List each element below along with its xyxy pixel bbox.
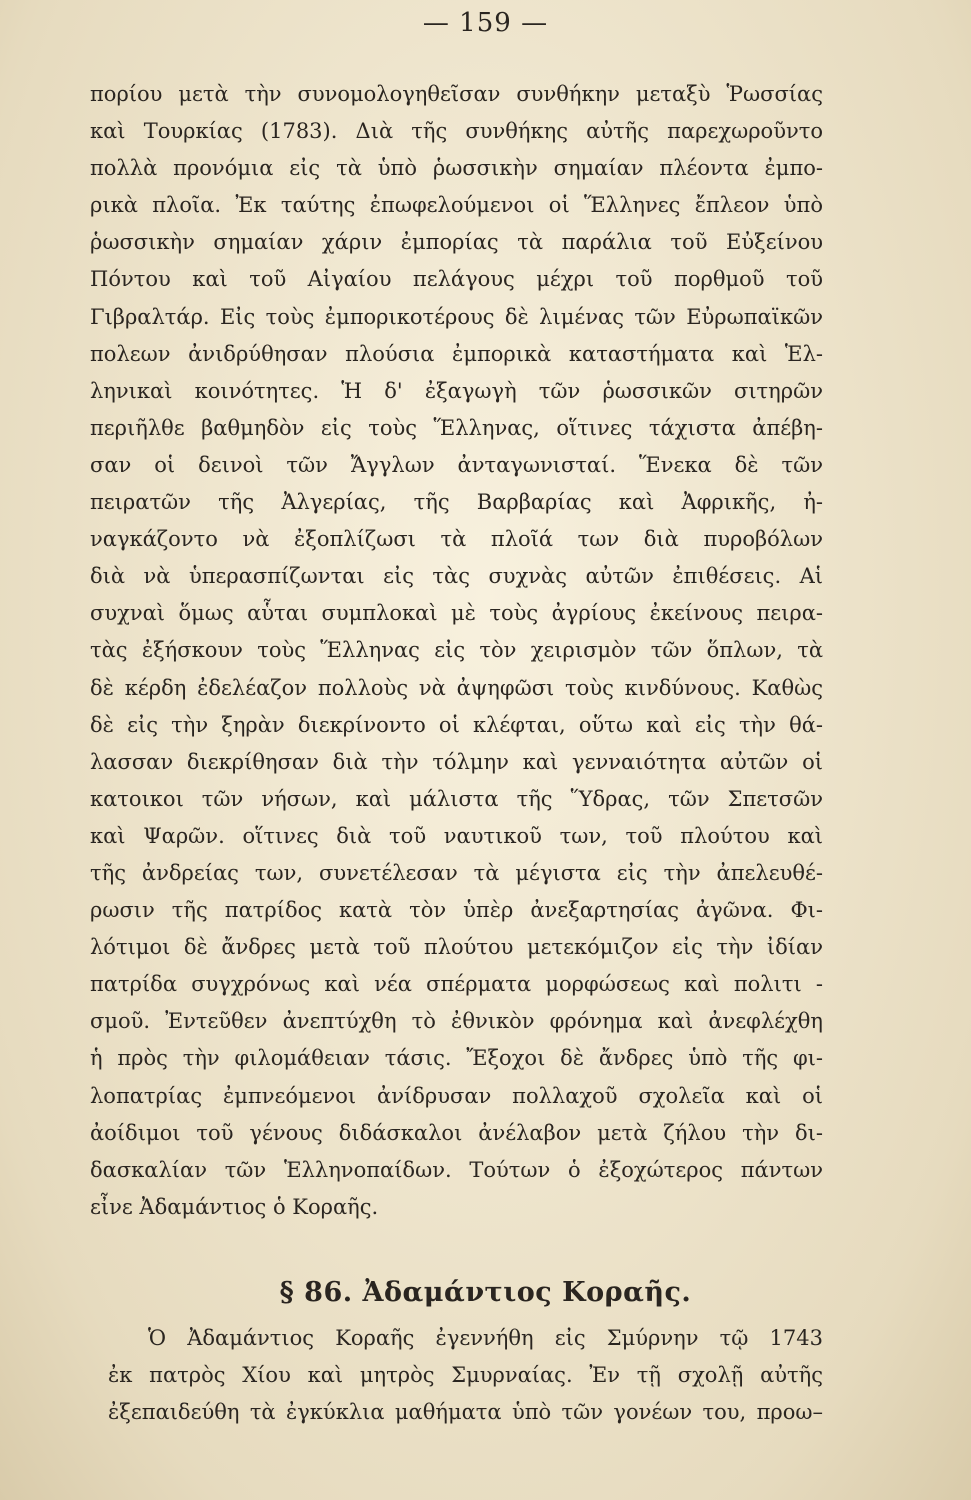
text-line: ἡ πρὸς τὴν φιλομάθειαν τάσις. Ἔξοχοι δὲ ἄνδρες ὑπὸ τῆς φι- (90, 1046, 823, 1071)
text-line: Πόντου καὶ τοῦ Αἰγαίου πελάγους μέχρι τοῦ πορθμοῦ τοῦ (90, 267, 823, 292)
body-text (90, 76, 823, 1226)
text-line: λοπατρίας ἐμπνεόμενοι ἀνίδρυσαν πολλαχοῦ σχολεῖα καὶ οἱ (90, 1083, 823, 1108)
section-heading: § 86. Ἀδαμάντιος Κοραῆς. (279, 1277, 692, 1308)
text-line: πατρίδα συγχρόνως καὶ νέα σπέρματα μορφώσεως καὶ πολιτι - (90, 972, 823, 997)
text-line: ληνικαὶ κοινότητες. Ἡ δ' ἐξαγωγὴ τῶν ῥωσσικῶν σιτηρῶν (90, 378, 823, 403)
text-line: τὰς ἐξήσκουν τοὺς Ἕλληνας εἰς τὸν χειρισμὸν τῶν ὅπλων, τὰ (90, 638, 823, 663)
text-line: δὲ κέρδη ἐδελέαζον πολλοὺς νὰ ἀψηφῶσι τοὺς κινδύνους. Καθὼς (90, 675, 823, 700)
page-number: — 159 — (422, 8, 549, 38)
text-line: καὶ Τουρκίας (1783). Διὰ τῆς συνθήκης αὐτῆς παρεχωροῦντο (90, 119, 823, 144)
text-line: λασσαν διεκρίθησαν διὰ τὴν τόλμην καὶ γενναιότητα αὐτῶν οἱ (90, 749, 823, 774)
text-line: ρωσιν τῆς πατρίδος κατὰ τὸν ὑπὲρ ἀνεξαρτησίας ἀγῶνα. Φι- (90, 898, 823, 923)
text-line: κατοικοι τῶν νήσων, καὶ μάλιστα τῆς Ὕδρας, τῶν Σπετσῶν (90, 786, 823, 811)
section-text (108, 1320, 823, 1431)
text-line: δὲ εἰς τὴν ξηρὰν διεκρίνοντο οἱ κλέφται, οὕτω καὶ εἰς τὴν θά- (90, 712, 823, 737)
text-line: δασκαλίαν τῶν Ἑλληνοπαίδων. Τούτων ὁ ἐξοχώτερος πάντων (90, 1157, 823, 1182)
text-line: πολεων ἀνιδρύθησαν πλούσια ἐμπορικὰ καταστήματα καὶ Ἑλ- (90, 341, 823, 366)
text-line: καὶ Ψαρῶν. οἵτινες διὰ τοῦ ναυτικοῦ των, τοῦ πλούτου καὶ (90, 823, 823, 848)
text-line: διὰ νὰ ὑπερασπίζωνται εἰς τὰς συχνὰς αὐτῶν ἐπιθέσεις. Αἱ (90, 564, 823, 589)
text-line: περιῆλθε βαθμηδὸν εἰς τοὺς Ἕλληνας, οἵτινες τάχιστα ἀπέβη- (90, 415, 823, 440)
text-line: ἐκ πατρὸς Χίου καὶ μητρὸς Σμυρναίας. Ἐν τῇ σχολῇ αὐτῆς (108, 1363, 823, 1388)
text-line: πολλὰ προνόμια εἰς τὰ ὑπὸ ῥωσσικὴν σημαίαν πλέοντα ἐμπο- (90, 156, 823, 181)
text-line: τῆς ἀνδρείας των, συνετέλεσαν τὰ μέγιστα εἰς τὴν ἀπελευθέ- (90, 860, 823, 885)
text-line: ῥωσσικὴν σημαίαν χάριν ἐμπορίας τὰ παράλια τοῦ Εὐξείνου (90, 230, 823, 255)
text-line: σμοῦ. Ἐντεῦθεν ἀνεπτύχθη τὸ ἐθνικὸν φρόνημα καὶ ἀνεφλέχθη (90, 1009, 823, 1034)
text-line: ρικὰ πλοῖα. Ἐκ ταύτης ἐπωφελούμενοι οἱ Ἕλληνες ἔπλεον ὑπὸ (90, 193, 823, 218)
text-line: ἀοίδιμοι τοῦ γένους διδάσκαλοι ἀνέλαβον μετὰ ζήλου τὴν δι- (90, 1120, 823, 1145)
text-line: πειρατῶν τῆς Ἀλγερίας, τῆς Βαρβαρίας καὶ Ἀφρικῆς, ἠ- (90, 490, 823, 515)
text-line: εἶνε Ἀδαμάντιος ὁ Κοραῆς. (90, 1194, 379, 1219)
text-line: λότιμοι δὲ ἄνδρες μετὰ τοῦ πλούτου μετεκόμιζον εἰς τὴν ἰδίαν (90, 935, 823, 960)
text-line: ἐξεπαιδεύθη τὰ ἐγκύκλια μαθήματα ὑπὸ τῶν γονέων του, προω– (108, 1400, 823, 1425)
text-line: Γιβραλτάρ. Εἰς τοὺς ἐμπορικοτέρους δὲ λιμένας τῶν Εὐρωπαϊκῶν (90, 304, 823, 329)
text-line: σαν οἱ δεινοὶ τῶν Ἄγγλων ἀνταγωνισταί. Ἕνεκα δὲ τῶν (90, 452, 823, 477)
text-line: ναγκάζοντο νὰ ἐξοπλίζωσι τὰ πλοῖά των διὰ πυροβόλων (90, 527, 823, 552)
text-line: συχναὶ ὅμως αὗται συμπλοκαὶ μὲ τοὺς ἀγρίους ἐκείνους πειρα- (90, 601, 823, 626)
text-line: Ὁ Ἀδαμάντιος Κοραῆς ἐγεννήθη εἰς Σμύρνην τῷ 1743 (148, 1326, 823, 1350)
text-line: πορίου μετὰ τὴν συνομολογηθεῖσαν συνθήκην μεταξὺ Ῥωσσίας (90, 82, 823, 106)
